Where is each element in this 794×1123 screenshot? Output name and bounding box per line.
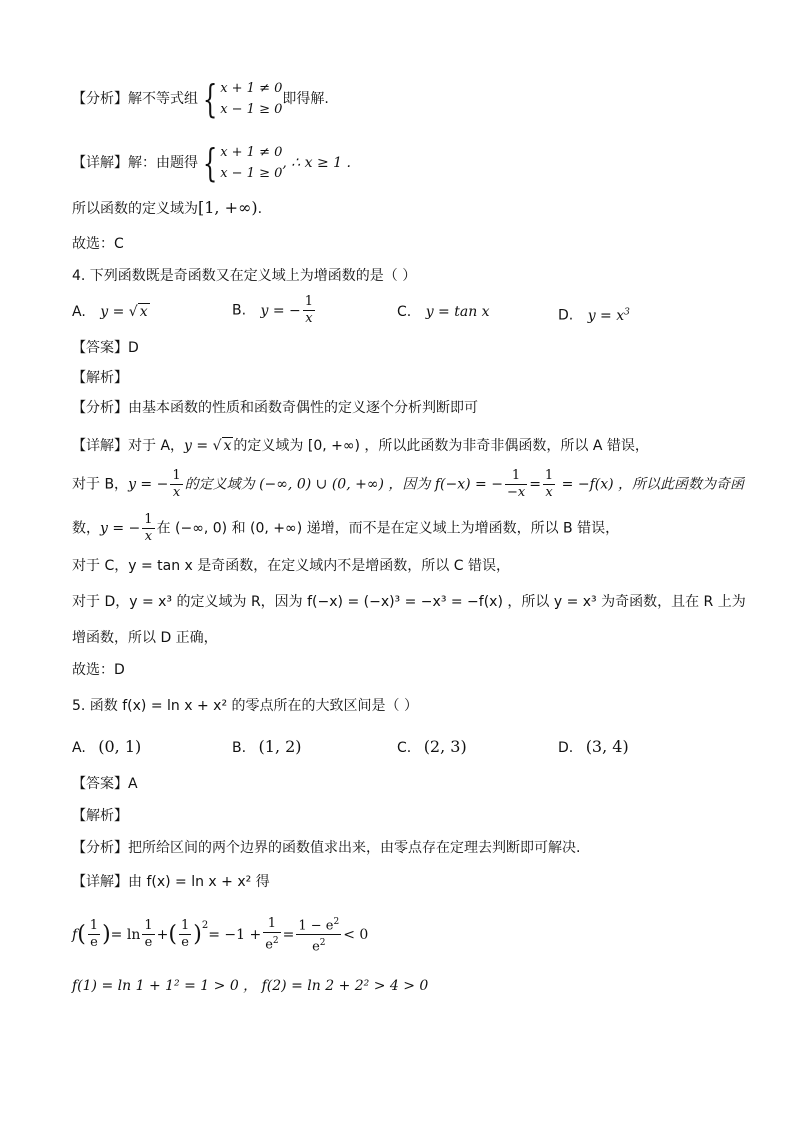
q5-answer: 【答案】A	[72, 776, 138, 792]
inequality-system	[220, 142, 282, 184]
q5-eq2: f(1) = ln 1 + 1² = 1 > 0 ， f(2) = ln 2 + 2² > 4 > 0	[72, 978, 429, 994]
option-letter: D.	[558, 740, 574, 756]
q4-detail-d2: 增函数，所以 D 正确，	[72, 630, 218, 646]
q4-detail-a: 【详解】对于 A，y = √ x 的定义域为 [0, +∞) ，所以此函数为非奇非偶函数，所以 A 错误，	[72, 438, 649, 454]
q4-question: 4. 下列函数既是奇函数又在定义域上为增函数的是（ ）	[72, 268, 417, 284]
eq-lhs: f	[72, 926, 78, 943]
q5-option-d	[558, 737, 629, 758]
detail-text: 的定义域为 [0, +∞) ，所以此函数为非奇非偶函数，所以 A 错误，	[233, 438, 649, 454]
q5-question: 5. 函数 f(x) = ln x + x² 的零点所在的大致区间是（ ）	[72, 698, 418, 714]
q4-detail-d1: 对于 D，y = x³ 的定义域为 R，因为 f(−x) = (−x)³ = −x³ = −f(x) ，所以 y = x³ 为奇函数，且在 R 上为	[72, 594, 746, 610]
q4-analysis: 【分析】由基本函数的性质和函数奇偶性的定义逐个分析判断即可	[72, 400, 478, 416]
detail-text: 解：由题得	[128, 155, 198, 171]
option-expr: (0, 1)	[98, 737, 142, 756]
q4-detail-c: 对于 C，y = tan x 是奇函数，在定义域内不是增函数，所以 C 错误，	[72, 558, 510, 574]
q4-answer: 【答案】D	[72, 340, 139, 356]
eq-end: < 0	[343, 926, 369, 943]
q3-choice: 故选：C	[72, 236, 124, 252]
option-expr: (2, 3)	[423, 737, 467, 756]
detail-prefix: 【详解】对于 A，	[72, 438, 185, 454]
option-letter: B.	[232, 740, 247, 756]
detail-prefix: 对于 B，	[72, 476, 129, 493]
detail-tag: 【详解】	[72, 155, 128, 171]
option-letter: A.	[72, 304, 86, 320]
option-letter: C.	[397, 304, 412, 320]
q4-detail-b1: 对于 B，y = − $\frac{1}{x}$ 的定义域为 (−∞, 0) ∪ (0, +∞) ，因为 f(−x) = − $\frac{1}{-x}$ = $\frac{1}{x}$ = −f(x) ，所以此函数为奇函	[72, 468, 745, 500]
option-expr: (1, 2)	[258, 737, 302, 756]
option-letter: C.	[397, 740, 412, 756]
option-expr: (3, 4)	[585, 737, 629, 756]
q4-jiexi: 【解析】	[72, 370, 128, 386]
detail-conclusion: , ∴ x ≥ 1 .	[282, 155, 351, 171]
q5-option-b	[232, 737, 302, 758]
q3-domain-line	[72, 198, 262, 219]
q4-option-c: C. y = tan x	[397, 304, 490, 320]
q4-choice: 故选：D	[72, 662, 125, 678]
option-letter: A.	[72, 740, 86, 756]
brace: {	[202, 141, 218, 185]
brace: {	[202, 77, 218, 121]
analysis-text: 解不等式组	[128, 91, 198, 107]
q4-detail-b2: 数，y = − $\frac{1}{x}$ 在 (−∞, 0) 和 (0, +∞) 递增，而不是在定义域上为增函数，所以 B 错误，	[72, 512, 620, 544]
detail-prefix: 数，	[72, 520, 100, 537]
q5-detail: 【详解】由 f(x) = ln x + x² 得	[72, 874, 270, 890]
q5-analysis: 【分析】把所给区间的两个边界的函数值求出来，由零点存在定理去判断即可解决.	[72, 840, 581, 856]
analysis-end: 即得解.	[282, 91, 329, 107]
eq-mid: = −1 +	[208, 926, 262, 943]
q5-jiexi: 【解析】	[72, 808, 128, 824]
detail-text-2: = −f(x) ，所以此函数为奇函	[557, 476, 745, 493]
detail-text: 的定义域为 (−∞, 0) ∪ (0, +∞) ，因为 f(−x) = −	[184, 476, 503, 493]
option-letter: D.	[558, 307, 574, 324]
q4-option-b: B. y = − $\frac{1}{x}$	[232, 294, 314, 326]
sys-line-2: x − 1 ≥ 0	[220, 166, 283, 181]
detail-text: 在 (−∞, 0) 和 (0, +∞) 递增，而不是在定义域上为增函数，所以 B 错误，	[156, 520, 620, 537]
inequality-system	[220, 78, 282, 120]
domain-end: .	[257, 201, 263, 217]
domain-interval: [1, +∞)	[198, 198, 258, 217]
sys-line-2: x − 1 ≥ 0	[220, 102, 283, 117]
sys-line-1: x + 1 ≠ 0	[220, 81, 283, 96]
q5-option-a	[72, 737, 141, 758]
q3-detail-line	[72, 142, 351, 184]
option-letter: B.	[232, 302, 247, 319]
analysis-tag: 【分析】	[72, 91, 128, 107]
fraction: $\frac{1}{x}$	[304, 294, 314, 326]
q5-option-c	[397, 737, 467, 758]
domain-text: 所以函数的定义域为	[72, 201, 198, 217]
q3-analysis-line	[72, 78, 329, 120]
q5-eq1: f( $\frac{1}{e}$ )= ln $\frac{1}{e}$ +( $\frac{1}{e}$ )$^2$= −1 + $\frac{1}{e^2}$ = $\frac{1 - e^2}{e^2}$ < 0	[72, 914, 368, 956]
q4-option-a: A. y = √ x	[72, 304, 148, 320]
sys-line-1: x + 1 ≠ 0	[220, 145, 283, 160]
q4-option-d: D. $y = x^3$	[558, 307, 630, 324]
